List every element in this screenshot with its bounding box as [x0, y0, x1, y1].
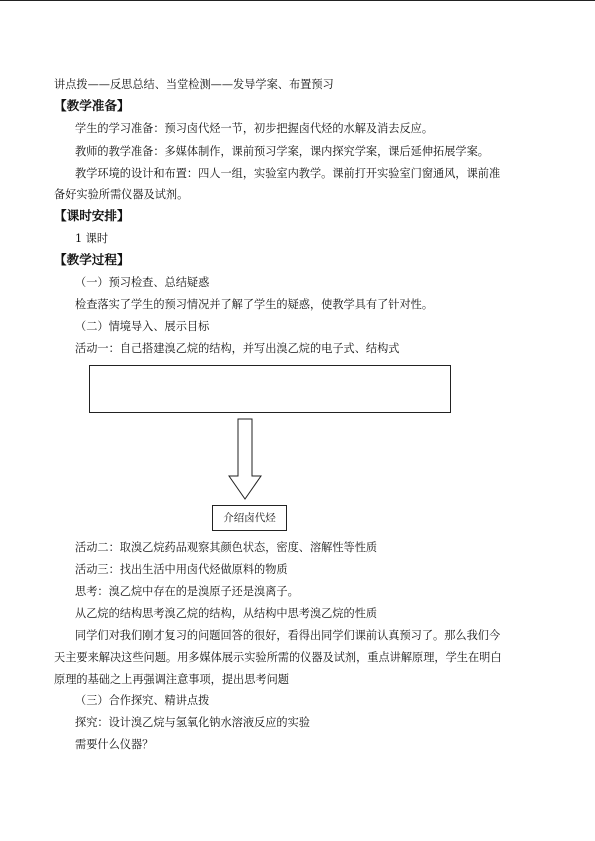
- text-line-activity-two: 活动二：取溴乙烷药品观察其颜色状态，密度、溶解性等性质: [75, 541, 378, 554]
- text-line-think: 思考：溴乙烷中存在的是溴原子还是溴离子。: [75, 585, 299, 598]
- text-line-structure: 从乙烷的结构思考溴乙烷的结构，从结构中思考溴乙烷的性质: [75, 607, 378, 620]
- text-line-teacher-preparation: 教师的教学准备：多媒体制作，课前预习学案，课内探究学案，课后延伸拓展学案。: [75, 145, 489, 158]
- text-line-preview-check: （一）预习检查、总结疑惑: [75, 276, 210, 289]
- text-line-activity-one: 活动一：自己搭建溴乙烷的结构，并写出溴乙烷的电子式、结构式: [75, 342, 400, 355]
- text-line-teaching-steps: 讲点拨——反思总结、当堂检测——发导学案、布置预习: [54, 78, 334, 91]
- text-line-preview-detail: 检查落实了学生的预习情况并了解了学生的疑惑，使教学具有了针对性。: [75, 298, 434, 311]
- text-line-cooperation: （三）合作探究、精讲点拨: [75, 694, 210, 707]
- empty-answer-box: [89, 365, 451, 413]
- text-line-paragraph-3: 原理的基础之上再强调注意事项，提出思考问题: [54, 673, 289, 686]
- heading-class-hours: 【课时安排】: [54, 208, 130, 223]
- text-line-scenario-intro: （二）情境导入、展示目标: [75, 320, 210, 333]
- text-line-activity-three: 活动三：找出生活中用卤代烃做原料的物质: [75, 563, 288, 576]
- text-line-one-hour: 1 课时: [75, 232, 109, 245]
- page-top-border: [0, 0, 595, 1]
- heading-teaching-preparation: 【教学准备】: [54, 98, 130, 113]
- text-line-paragraph-2: 天主要来解决这些问题。用多媒体展示实验所需的仪器及试剂，重点讲解原理，学生在明白: [54, 651, 502, 664]
- text-line-environment-1: 教学环境的设计和布置：四人一组，实验室内教学。课前打开实验室门窗通风，课前准: [75, 167, 501, 180]
- intro-halogenated-hydrocarbon-box: 介绍卤代烃: [212, 505, 287, 531]
- text-line-instruments: 需要什么仪器？: [75, 738, 154, 751]
- text-line-student-preparation: 学生的学习准备：预习卤代烃一节，初步把握卤代烃的水解及消去反应。: [75, 122, 434, 135]
- heading-teaching-process: 【教学过程】: [54, 252, 130, 267]
- text-line-environment-2: 备好实验所需仪器及试剂。: [54, 188, 189, 201]
- text-line-explore: 探究：设计溴乙烷与氢氧化钠水溶液反应的实验: [75, 716, 310, 729]
- text-line-paragraph-1: 同学们对我们刚才复习的问题回答的很好，看得出同学们课前认真预习了。那么我们今: [75, 629, 501, 642]
- down-arrow-icon: [228, 418, 262, 500]
